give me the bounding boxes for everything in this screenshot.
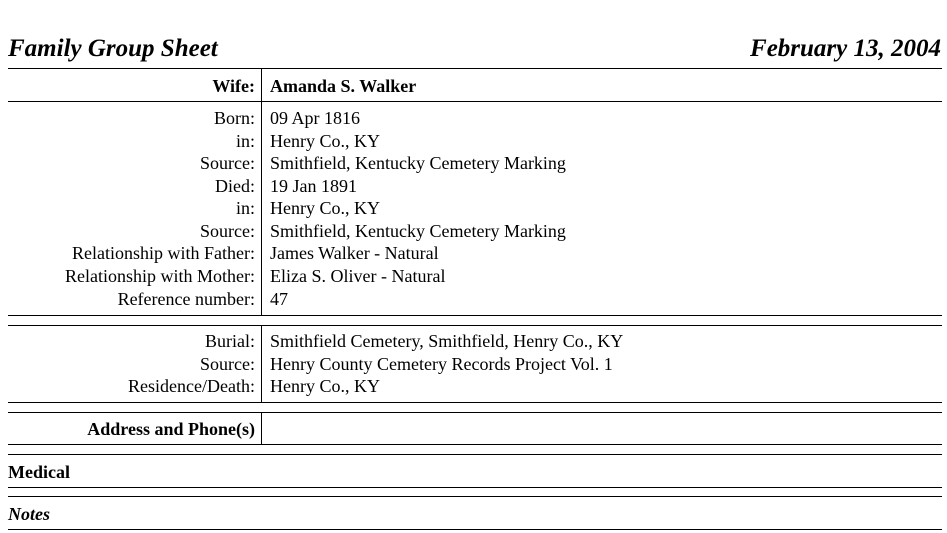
birth-place-value: Henry Co., KY: [270, 131, 380, 151]
reference-number-label: Reference number:: [117, 289, 255, 309]
divider: [8, 325, 942, 326]
mother-relationship-label: Relationship with Mother:: [65, 266, 255, 286]
death-place-label: in:: [235, 198, 255, 218]
birth-source-label: Source:: [200, 153, 255, 173]
divider: [8, 529, 942, 530]
mother-relationship-value: Eliza S. Oliver - Natural: [270, 266, 446, 286]
father-relationship-label: Relationship with Father:: [72, 243, 255, 263]
father-relationship-value: James Walker - Natural: [270, 243, 439, 263]
burial-label: Burial:: [205, 331, 255, 351]
born-label: Born:: [213, 108, 255, 128]
divider: [8, 101, 942, 102]
column-separator: [261, 413, 262, 444]
sheet-date: February 13, 2004: [750, 35, 941, 62]
born-value: 09 Apr 1816: [270, 108, 360, 128]
reference-number-value: 47: [270, 289, 288, 309]
birth-place-label: in:: [235, 131, 255, 151]
burial-source-label: Source:: [200, 354, 255, 374]
burial-value: Smithfield Cemetery, Smithfield, Henry Co., KY: [270, 331, 624, 351]
page-title: Family Group Sheet: [8, 35, 218, 62]
burial-source-value: Henry County Cemetery Records Project Vol. 1: [270, 354, 613, 374]
death-place-value: Henry Co., KY: [270, 198, 380, 218]
address-label: Address and Phone(s): [87, 419, 255, 439]
death-source-label: Source:: [200, 221, 255, 241]
divider: [8, 444, 942, 445]
divider: [8, 412, 942, 413]
divider: [8, 68, 942, 69]
notes-heading: Notes: [8, 504, 50, 524]
divider: [8, 402, 942, 403]
column-separator: [261, 69, 262, 101]
died-value: 19 Jan 1891: [270, 176, 357, 196]
residence-death-label: Residence/Death:: [128, 376, 255, 396]
column-separator: [261, 326, 262, 402]
medical-heading: Medical: [8, 462, 70, 482]
wife-label: Wife:: [212, 76, 255, 96]
column-separator: [261, 102, 262, 315]
divider: [8, 496, 942, 497]
residence-death-value: Henry Co., KY: [270, 376, 380, 396]
divider: [8, 315, 942, 316]
wife-name: Amanda S. Walker: [270, 76, 417, 96]
divider: [8, 487, 942, 488]
divider: [8, 454, 942, 455]
died-label: Died:: [215, 176, 255, 196]
birth-source-value: Smithfield, Kentucky Cemetery Marking: [270, 153, 566, 173]
death-source-value: Smithfield, Kentucky Cemetery Marking: [270, 221, 566, 241]
